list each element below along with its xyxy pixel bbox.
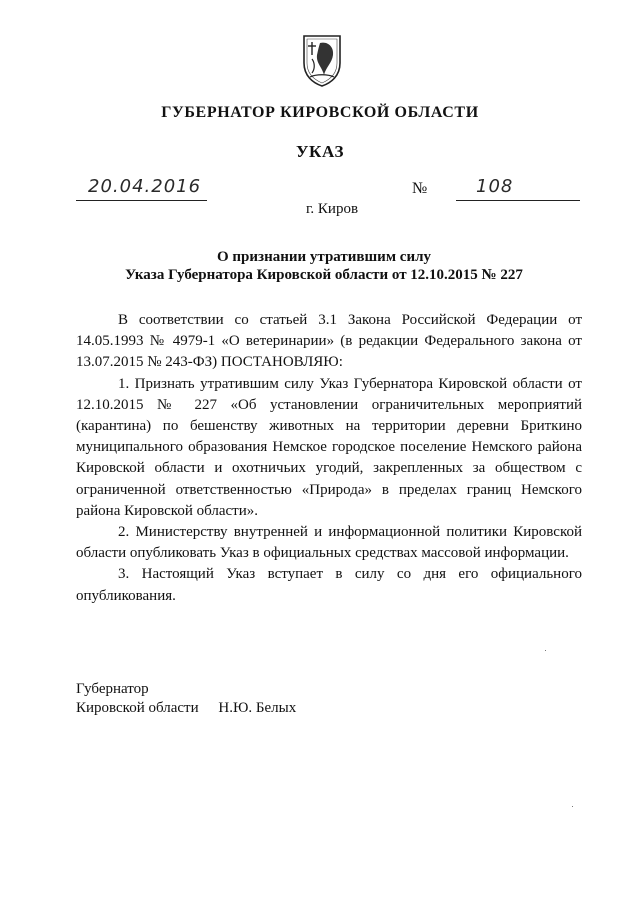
heading-line-1: О признании утратившим силу <box>217 249 431 265</box>
signature-block <box>76 680 296 718</box>
signatory-name: Н.Ю. Белых <box>218 700 297 716</box>
document-heading <box>60 248 588 284</box>
scan-speck <box>545 650 546 651</box>
document-body <box>76 310 582 607</box>
authority-title: ГУБЕРНАТОР КИРОВСКОЙ ОБЛАСТИ <box>161 104 479 121</box>
clause-2: 2. Министерству внутренней и информационной политики Кировской области опубликовать Указ в официальных средствах массовой информации. <box>76 524 582 562</box>
number-sign: № <box>412 180 428 197</box>
signatory-position-line-2: Кировской области <box>76 700 199 716</box>
clause-3: 3. Настоящий Указ вступает в силу со дня его официального опубликования. <box>76 566 582 604</box>
number-field <box>456 176 580 201</box>
clause-1: 1. Признать утратившим силу Указ Губернатора Кировской области от 12.10.2015 № 227 «Об установлении ограничительных мероприятий (карантина) по бешенству животных на территории деревни Бриткино муниципального образования Немское городское поселение Немского района Кировской области и охотничьих угодий, закрепленных за обществом с ограниченной ответственностью «Природа» в пределах границ Немского района Кировской области». <box>76 375 582 519</box>
heading-line-2: Указа Губернатора Кировской области от 12.10.2015 № 227 <box>125 267 523 283</box>
scan-speck <box>572 806 573 807</box>
city: г. Киров <box>305 201 359 217</box>
date-field <box>76 176 207 201</box>
document-type: УКАЗ <box>295 142 345 161</box>
handwritten-number: 108 <box>476 176 514 197</box>
handwritten-date: 20.04.2016 <box>88 176 202 197</box>
preamble-paragraph: В соответствии со статьей 3.1 Закона Российской Федерации от 14.05.1993 № 4979-1 «О ветеринарии» (в редакции Федерального закона от 13.07.2015 № 243-ФЗ) ПОСТАНОВЛЯЮ: <box>76 312 582 371</box>
kirov-oblast-coat-of-arms-icon <box>300 33 344 88</box>
signatory-position-line-1: Губернатор <box>76 681 149 697</box>
